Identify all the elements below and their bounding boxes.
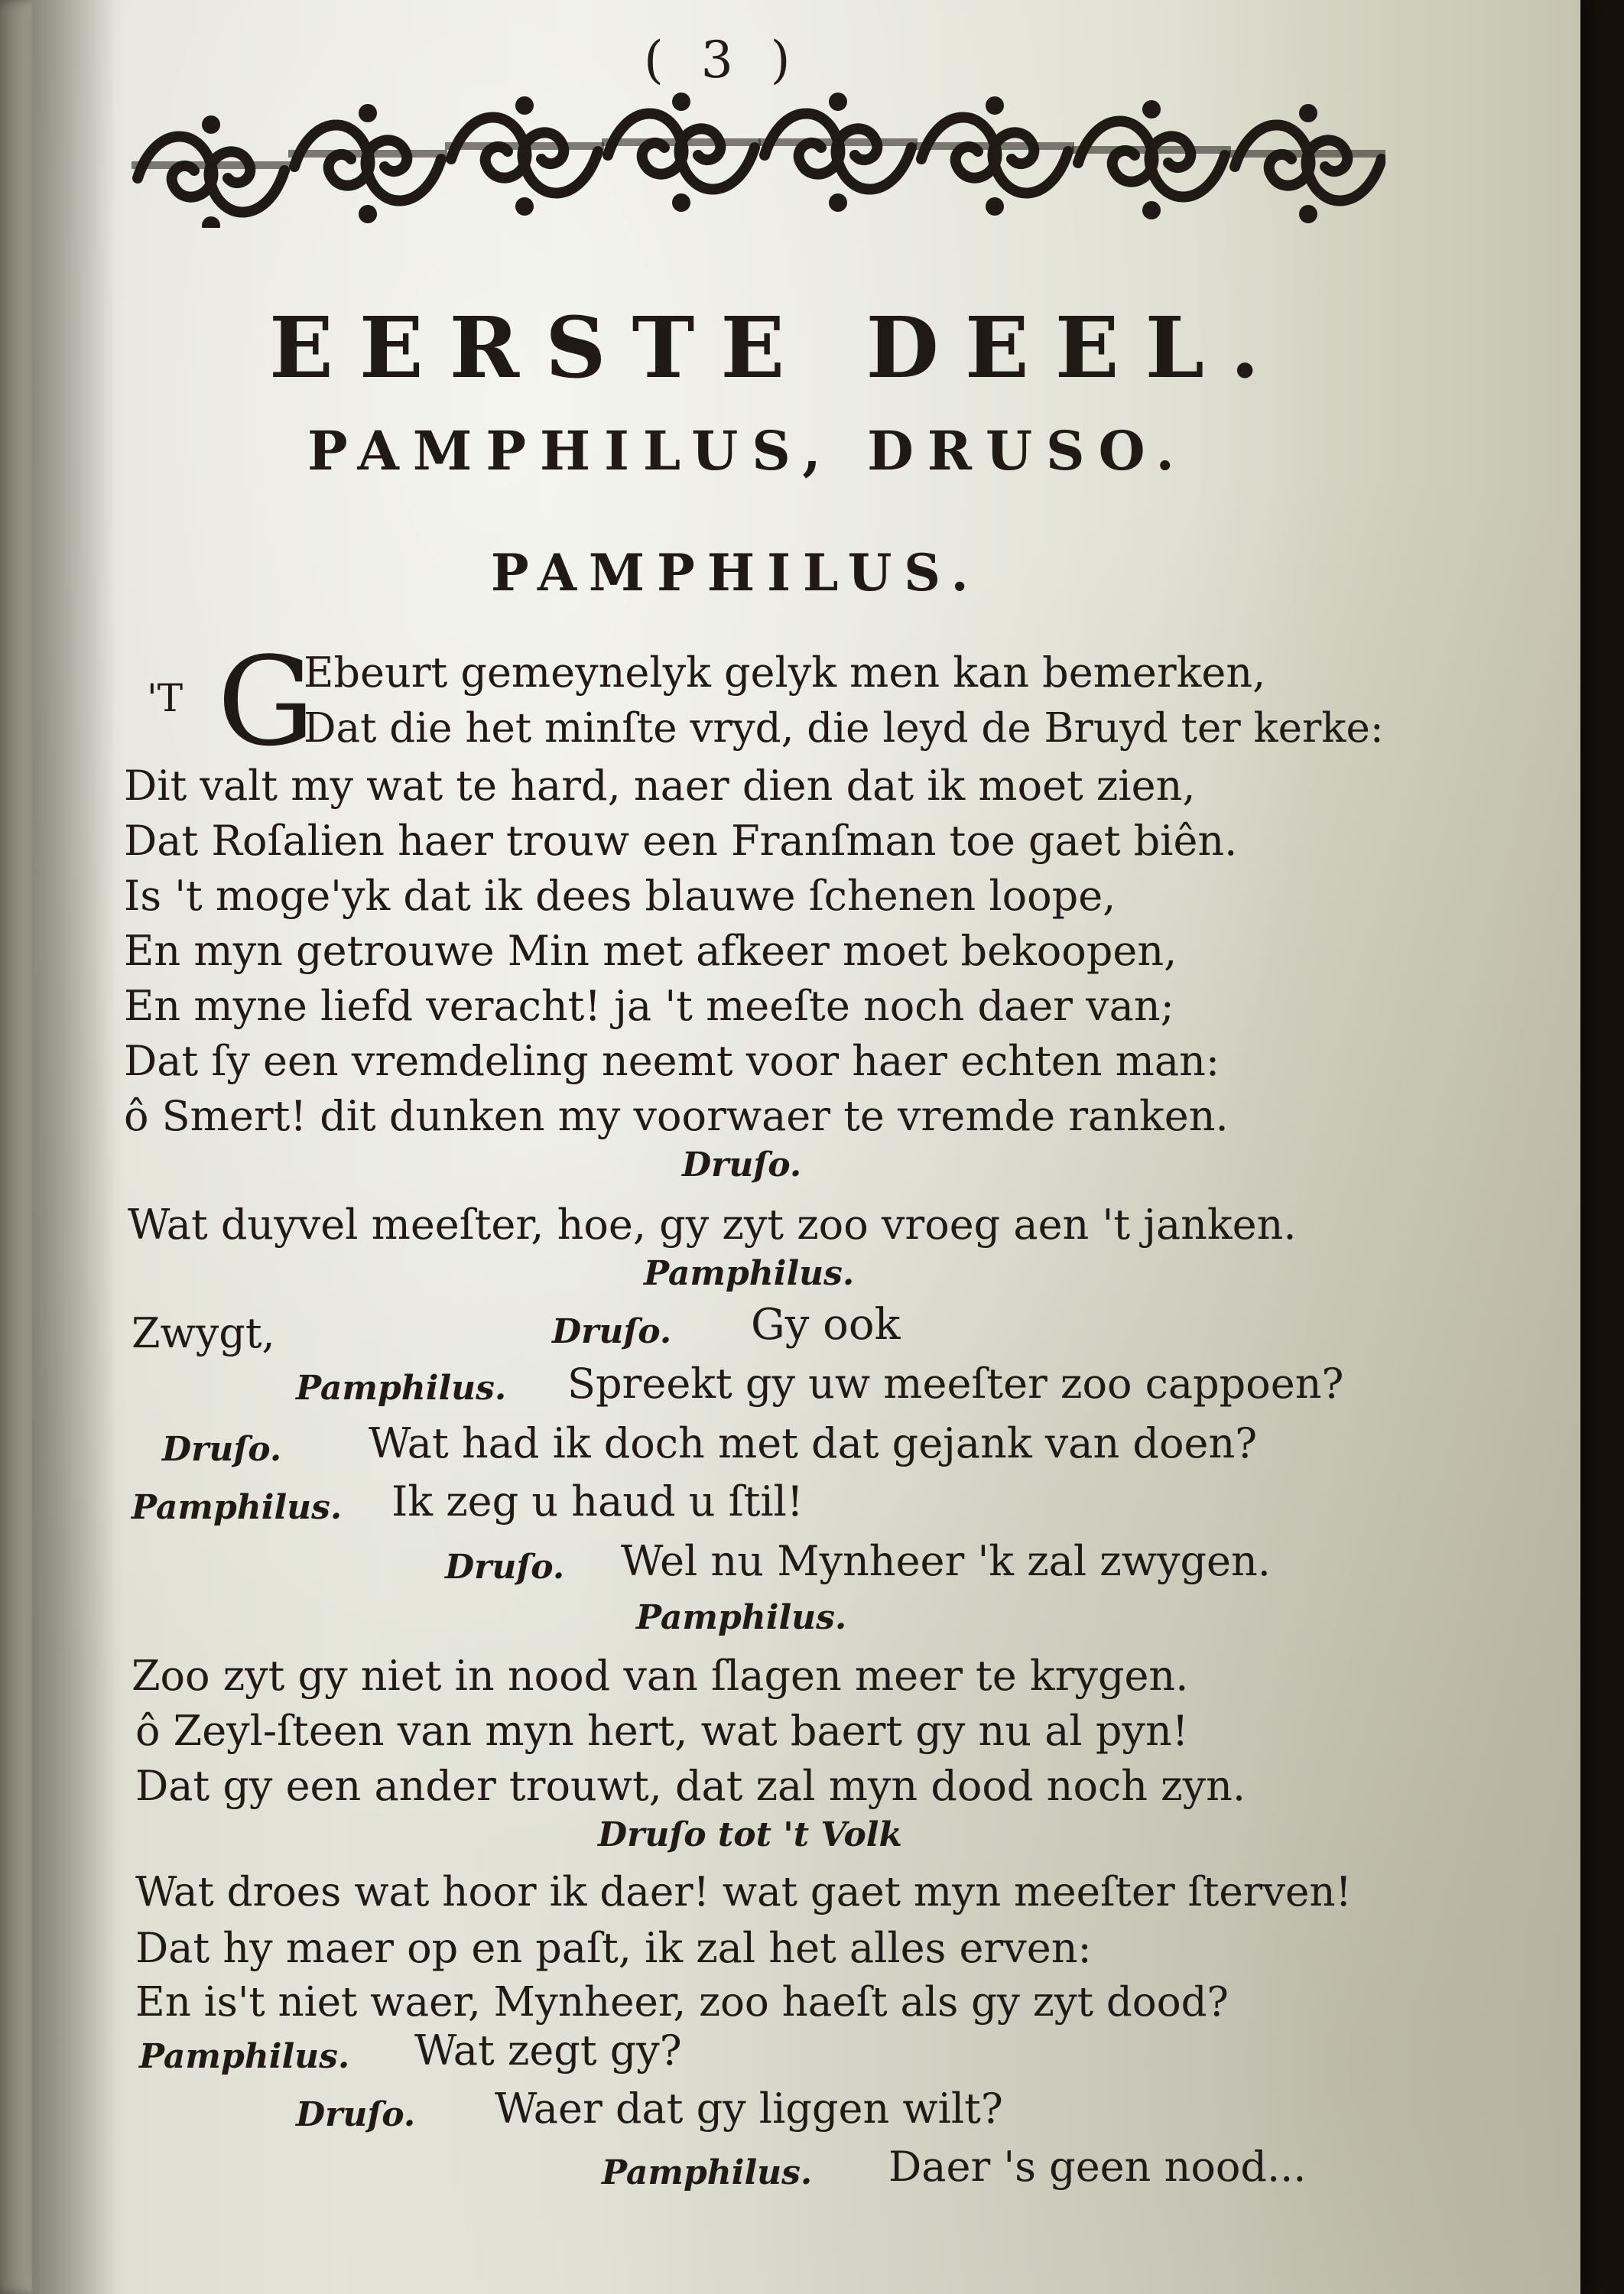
cast-list: PAMPHILUS, DRUSO.	[307, 419, 1188, 483]
verse-line: Wat duyvel meeſter, hoe, gy zyt zoo vroeg aen 't janken.	[128, 1201, 1297, 1249]
speaker-name: Pamphilus.	[602, 2153, 813, 2192]
verse-line: Is 't moge'yk dat ik dees blauwe ſchenen loope,	[124, 872, 1116, 920]
speaker-name: Pamphilus.	[296, 1369, 507, 1408]
page-number: ( 3 )	[644, 31, 801, 89]
page-title: EERSTE DEEL.	[269, 298, 1286, 397]
speaker-name: Druſo.	[162, 1430, 282, 1469]
verse-line: Dit valt my wat te hard, naer dien dat ik moet zien,	[124, 762, 1196, 810]
speaker-name: Druſo tot 't Volk	[598, 1815, 902, 1854]
speaker-name: Pamphilus.	[139, 2037, 350, 2076]
verse-line: Wel nu Mynheer 'k zal zwygen.	[621, 1537, 1271, 1585]
verse-line: Zoo zyt gy niet in nood van ſlagen meer te krygen.	[132, 1652, 1189, 1700]
verse-line: En myne liefd veracht! ja 't meeſte noch daer van;	[124, 982, 1174, 1030]
speaker-name: Pamphilus.	[132, 1488, 343, 1527]
verse-line: Spreekt gy uw meeſter zoo cappoen?	[567, 1360, 1344, 1408]
verse-line: Gy ook	[751, 1300, 901, 1350]
verse-line: ô Zeyl-ſteen van myn hert, wat baert gy nu al pyn!	[135, 1707, 1189, 1755]
drop-initial: G	[217, 630, 315, 773]
speaker-name: Druſo.	[296, 2095, 416, 2134]
verse-line: Dat gy een ander trouwt, dat zal myn dood noch zyn.	[135, 1762, 1246, 1810]
verse-line: Waer dat gy liggen wilt?	[495, 2084, 1003, 2133]
verse-line: Dat ſy een vremdeling neemt voor haer echten man:	[124, 1037, 1220, 1085]
drop-initial-prefix: 'T	[147, 676, 184, 720]
speaker-name: Pamphilus.	[644, 1254, 855, 1293]
ornament-band-icon	[132, 67, 1385, 228]
verse-line: Dat hy maer op en paſt, ik zal het alles erven:	[135, 1924, 1092, 1972]
verse-line: Daer 's geen nood...	[888, 2143, 1307, 2191]
speaker-name: Pamphilus.	[636, 1598, 847, 1637]
verse-line: Dat die het minſte vryd, die leyd de Bruyd ter kerke:	[304, 705, 1384, 752]
verse-line: Wat had ik doch met dat gejank van doen?	[369, 1419, 1258, 1467]
verse-line: Ebeurt gemeynelyk gelyk men kan bemerken,	[304, 648, 1266, 697]
verse-line: Zwygt,	[132, 1309, 275, 1357]
verse-line: Wat zegt gy?	[414, 2026, 682, 2075]
verse-line: Dat Roſalien haer trouw een Franſman toe gaet biên.	[124, 817, 1238, 865]
book-page	[32, 0, 1580, 2294]
speaker-name: Druſo.	[552, 1312, 672, 1351]
speaker-name: Druſo.	[682, 1145, 802, 1184]
verse-line: Wat droes wat hoor ik daer! wat gaet myn meeſter ſterven!	[135, 1869, 1352, 1915]
verse-line: ô Smert! dit dunken my voorwaer te vremde ranken.	[124, 1092, 1229, 1140]
verse-line: Ik zeg u haud u ſtil!	[391, 1477, 804, 1526]
first-speaker-heading: PAMPHILUS.	[491, 543, 981, 603]
verse-line: En is't niet waer, Mynheer, zoo haeſt als gy zyt dood?	[135, 1979, 1229, 2026]
verse-line: En myn getrouwe Min met afkeer moet bekoopen,	[124, 927, 1177, 975]
speaker-name: Druſo.	[445, 1548, 565, 1587]
